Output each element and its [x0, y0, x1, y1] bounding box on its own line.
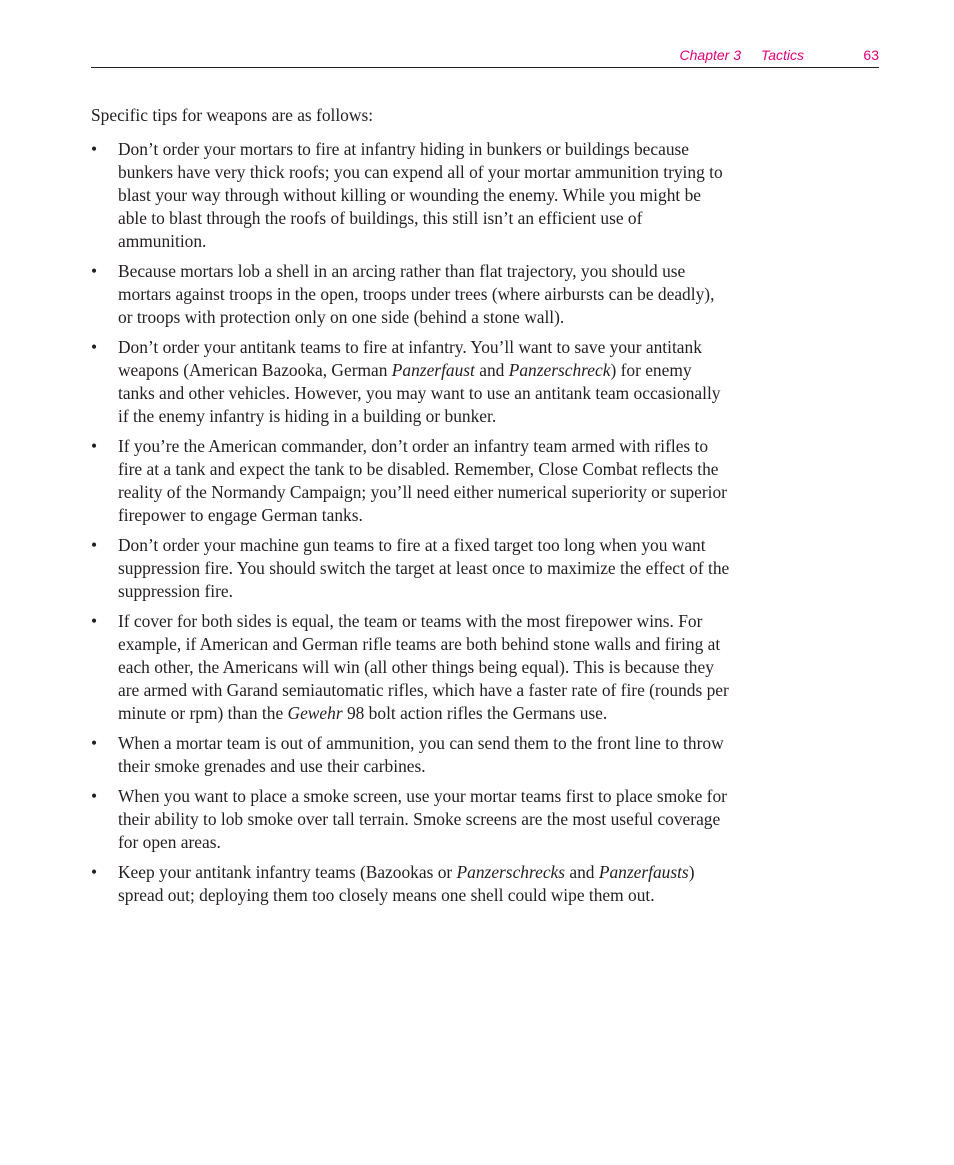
running-header	[91, 45, 879, 68]
tip-text: ) for enemy tanks and other vehicles. However, you may want to use an antitank team occasionally if the enemy infantry is hiding in a building or bunker.	[118, 360, 721, 426]
tip-italic-term: Panzerfausts	[598, 862, 689, 882]
tips-list	[91, 138, 731, 907]
bullet-icon: •	[91, 436, 98, 456]
tip-text: Don’t order your machine gun teams to fire at a fixed target too long when you want suppression fire. You should switch the target at least once to maximize the effect of the suppression fire.	[118, 535, 730, 601]
tip-text: and	[565, 862, 599, 882]
bullet-icon: •	[91, 862, 98, 882]
tip-italic-term: Panzerschreck	[508, 360, 611, 380]
list-item	[91, 610, 731, 725]
tip-text: Don’t order your antitank teams to fire at infantry. You’ll want to save your antitank weapons (American Bazooka, German	[118, 337, 702, 380]
list-item	[91, 732, 731, 778]
tip-text: If cover for both sides is equal, the team or teams with the most firepower wins. For example, if American and German rifle teams are both behind stone walls and firing at each other, the Americans will win (all other things being equal). This is because they are armed with Garand semiautomatic rifles, which have a faster rate of fire (rounds per minute or rpm) than the	[118, 611, 729, 723]
bullet-icon: •	[91, 535, 98, 555]
list-item	[91, 785, 731, 854]
tip-text: 98 bolt action rifles the Germans use.	[342, 703, 608, 723]
page-number: 63	[863, 47, 879, 63]
tip-text: When a mortar team is out of ammunition, you can send them to the front line to throw their smoke grenades and use their carbines.	[118, 733, 724, 776]
tip-text: ) spread out; deploying them too closely means one shell could wipe them out.	[118, 862, 695, 905]
tip-text: and	[474, 360, 509, 380]
bullet-icon: •	[91, 261, 98, 281]
list-item	[91, 138, 731, 253]
bullet-icon: •	[91, 139, 98, 159]
header-section: Tactics	[760, 47, 804, 63]
list-item	[91, 534, 731, 603]
tip-italic-term: Panzerschrecks	[456, 862, 566, 882]
body-text	[91, 104, 731, 914]
tip-text: Keep your antitank infantry teams (Bazookas or	[118, 862, 457, 882]
list-item	[91, 336, 731, 428]
bullet-icon: •	[91, 786, 98, 806]
list-item	[91, 435, 731, 527]
list-item	[91, 861, 731, 907]
tip-text: If you’re the American commander, don’t order an infantry team armed with rifles to fire at a tank and expect the tank to be disabled. Remember, Close Combat reflects the reality of the Normandy Campaign; you’ll need either numerical superiority or superior firepower to engage German tanks.	[118, 436, 727, 525]
tip-text: When you want to place a smoke screen, use your mortar teams first to place smoke for their ability to lob smoke over tall terrain. Smoke screens are the most useful coverage for open areas.	[118, 786, 727, 852]
bullet-icon: •	[91, 733, 98, 753]
tip-text: Because mortars lob a shell in an arcing rather than flat trajectory, you should use mortars against troops in the open, troops under trees (where airbursts can be deadly), or troops with protection only on one side (behind a stone wall).	[118, 261, 715, 327]
tip-italic-term: Gewehr	[287, 703, 343, 723]
tip-italic-term: Panzerfaust	[391, 360, 475, 380]
tip-text: Don’t order your mortars to fire at infantry hiding in bunkers or buildings because bunkers have very thick roofs; you can expend all of your mortar ammunition trying to blast your way through without killing or wounding the enemy. While you might be able to blast through the roofs of buildings, this still isn’t an efficient use of ammunition.	[118, 139, 723, 251]
header-chapter: Chapter 3	[679, 47, 741, 63]
intro-paragraph: Specific tips for weapons are as follows:	[91, 105, 374, 125]
bullet-icon: •	[91, 611, 98, 631]
bullet-icon: •	[91, 337, 98, 357]
list-item	[91, 260, 731, 329]
